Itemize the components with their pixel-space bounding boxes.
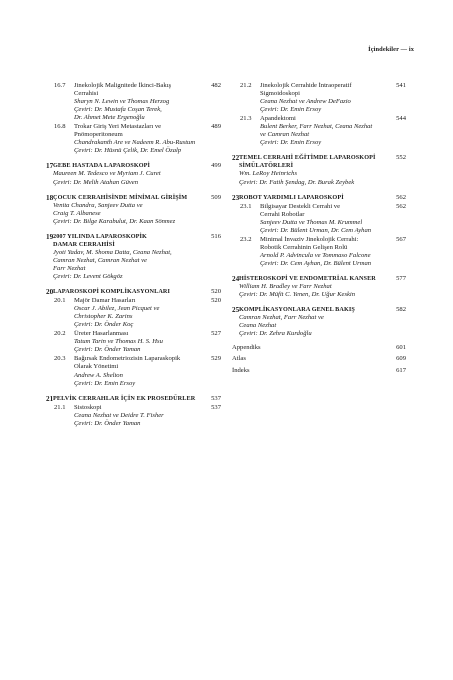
entry-title-row <box>260 115 406 123</box>
page-number: 482 <box>211 82 221 89</box>
chapter-entry[interactable] <box>46 194 221 226</box>
translator-line: Çeviri: Dr. Levent Gökgöz <box>53 272 123 280</box>
translator-line: Çeviri: Dr. Emin Ersoy <box>260 139 322 147</box>
author-line: Venita Chandra, Sanjeev Dutta ve <box>53 201 143 209</box>
author-line: Tatum Tarin ve Thomas H. S. Hsu <box>74 338 163 346</box>
entry-title-row <box>74 297 221 305</box>
entry-title <box>53 162 211 170</box>
entry-title <box>53 194 211 202</box>
entry-title-line: Apandektomi <box>260 115 296 123</box>
entry-title-line: Robotik Cerrahinin Gelişen Rolü <box>260 243 348 251</box>
chapter-number: 22 <box>232 154 240 163</box>
entry-title <box>74 123 211 139</box>
chapter-entry[interactable] <box>46 288 221 296</box>
toc-entries-right <box>232 82 406 338</box>
entry-title-line: DAMAR CERRAHİSİ <box>53 240 115 248</box>
page-number: 562 <box>396 193 406 201</box>
author-line: Wm. LeRoy Heinrichs <box>239 170 298 178</box>
translator-line: Çeviri: Dr. Müfit C. Yenen, Dr. Uğur Keskin <box>239 291 356 299</box>
page-number: 520 <box>211 288 221 296</box>
entry-title <box>53 233 211 249</box>
back-matter-title: Atlas <box>232 355 246 363</box>
entry-title-row <box>53 288 221 296</box>
entry-title-line: Olarak Yönetimi <box>74 363 119 371</box>
translator-line: Çeviri: Dr. Cem Ayhan, Dr. Bülent Urman <box>260 259 372 267</box>
author-line: Sanjeev Dutta ve Thomas M. Krummel <box>260 218 363 226</box>
section-number: 23.2 <box>240 235 252 243</box>
chapter-number: 25 <box>232 306 240 315</box>
entry-title-line: Bilgisayar Destekli Cerrahi ve <box>260 202 341 210</box>
page-number: 499 <box>211 162 221 170</box>
entry-title-line: Cerrahisi <box>74 90 99 98</box>
running-head: İçindekiler — ix <box>368 46 414 53</box>
section-number: 21.2 <box>240 82 252 89</box>
entry-title-line: LAPAROSKOPİ KOMPLİKASYONLARI <box>53 288 170 296</box>
entry-body <box>239 275 406 299</box>
author-line: Oscar J. Abilez, Jean Picquet ve <box>74 305 160 313</box>
translator-line: Çeviri: Dr. Emin Ersoy <box>260 106 322 114</box>
entry-title <box>260 236 396 252</box>
entry-title <box>74 404 211 412</box>
entry-title <box>260 82 396 98</box>
entry-title-line: Sigmoidoskopi <box>260 90 300 98</box>
section-number: 16.8 <box>54 123 66 131</box>
page-number: 567 <box>396 235 406 243</box>
entry-title-line: SİMÜLATÖRLERİ <box>239 162 294 170</box>
author-line: Chandrakanth Are ve Nadeem R. Abu-Rustum <box>74 139 196 147</box>
entry-title <box>239 154 396 170</box>
page-number: 552 <box>396 154 406 162</box>
toc-column-right <box>232 81 406 375</box>
entry-title <box>53 288 211 296</box>
section-entry[interactable] <box>232 203 406 235</box>
entry-body <box>239 194 406 202</box>
section-entry[interactable] <box>232 82 406 114</box>
entry-body <box>53 233 221 281</box>
entry-title-line: Sistoskopi <box>74 403 102 411</box>
entry-body <box>74 330 221 354</box>
entry-title-line: ROBOT YARDIMLI LAPAROSKOPİ <box>239 193 344 201</box>
entry-title <box>74 355 211 371</box>
entry-title-row <box>239 154 406 170</box>
entry-title-line: Pnömoperitoneum <box>74 131 123 139</box>
author-line: Craig T. Albanese <box>53 209 101 217</box>
entry-body <box>53 288 221 296</box>
entry-title-row <box>74 404 221 412</box>
author-line: Jyoti Yadav, M. Shoma Datta, Ceana Nezhat, <box>53 248 172 256</box>
entry-body <box>260 203 406 235</box>
translator-line: Çeviri: Dr. Bülent Urman, Dr. Cem Ayhan <box>260 226 372 234</box>
page-number: 516 <box>211 232 221 240</box>
page-number: 577 <box>396 274 406 282</box>
translator-line: Çeviri: Dr. Hüsnü Çelik, Dr. Emel Özalp <box>74 147 182 155</box>
entry-title-line: Cerrahi Robotlar <box>260 210 305 218</box>
chapter-number: 18 <box>46 193 54 202</box>
entry-title <box>239 306 396 314</box>
translator-line: Çeviri: Dr. Önder Yaman <box>74 346 141 354</box>
entry-title-row <box>260 82 406 98</box>
entry-title-row <box>74 82 221 98</box>
entry-title-line: Minimal İnvaziv Jinekolojik Cerrahi: <box>260 235 359 243</box>
section-number: 21.1 <box>54 403 66 411</box>
entry-title-row <box>74 123 221 139</box>
entry-title-line: TEMEL CERRAHİ EĞİTİMDE LAPAROSKOPİ <box>239 154 376 162</box>
chapter-number: 21 <box>46 394 54 403</box>
entry-title-row <box>53 194 221 202</box>
page-number: 527 <box>211 330 221 338</box>
entry-title <box>260 203 396 219</box>
entry-title-row <box>74 355 221 371</box>
entry-title-line: HİSTEROSKOPİ VE ENDOMETRİAL KANSER <box>239 274 376 282</box>
chapter-entry[interactable] <box>46 233 221 281</box>
back-matter <box>232 344 406 374</box>
entry-title <box>239 275 396 283</box>
section-entry[interactable] <box>46 330 221 354</box>
section-number: 23.1 <box>240 202 252 210</box>
page-number: 541 <box>396 82 406 89</box>
author-line: ve Camran Nezhat <box>260 131 310 139</box>
entry-title-line: 2007 YILINDA LAPAROSKOPİK <box>53 232 147 240</box>
section-entry[interactable] <box>46 355 221 387</box>
entry-body <box>260 82 406 114</box>
author-line: Ceana Nezhat ve Deidre T. Fisher <box>74 411 164 419</box>
entry-title-row <box>53 162 221 170</box>
entry-title-line: Jinekolojik Cerrahide İntraoperatif <box>260 82 352 89</box>
entry-title-row <box>74 330 221 338</box>
entry-title-line: Majör Damar Hasarları <box>74 297 136 305</box>
entry-title <box>74 297 211 305</box>
page-number: 529 <box>211 355 221 363</box>
page-number: 489 <box>211 123 221 131</box>
page-number: 520 <box>211 297 221 305</box>
back-matter-entry[interactable] <box>232 367 406 375</box>
entry-title <box>74 82 211 98</box>
page-number: 544 <box>396 115 406 123</box>
back-matter-entry[interactable] <box>232 344 406 352</box>
translator-line: Çeviri: Dr. Önder Koç <box>74 321 134 329</box>
chapter-number: 23 <box>232 193 240 202</box>
entry-body <box>74 82 221 122</box>
entry-body <box>74 123 221 155</box>
author-line: Dr. Ahmet Mete Ergenoğlu <box>74 114 145 122</box>
back-matter-title: İndeks <box>232 366 250 374</box>
chapter-number: 19 <box>46 232 54 241</box>
author-line: William H. Bradley ve Farr Nezhat <box>239 283 332 291</box>
page-number: 582 <box>396 306 406 314</box>
page-number: 617 <box>396 366 406 374</box>
entry-title-row <box>260 236 406 252</box>
author-line: Christopher K. Zarins <box>74 313 133 321</box>
translator-line: Çeviri: Dr. Zehra Kurdoğlu <box>239 330 312 338</box>
entry-body <box>53 395 221 403</box>
section-entry[interactable] <box>232 236 406 268</box>
translator-line: Çeviri: Dr. Önder Yaman <box>74 419 141 427</box>
entry-body <box>74 297 221 329</box>
page-number: 537 <box>211 403 221 411</box>
chapter-entry[interactable] <box>232 194 406 202</box>
author-line: Farr Nezhat <box>53 264 86 272</box>
chapter-number: 17 <box>46 162 54 171</box>
translator-line: Çeviri: Dr. Melih Atahan Güven <box>53 178 139 186</box>
entry-body <box>53 194 221 226</box>
entry-title-row <box>260 203 406 219</box>
entry-title <box>260 115 396 123</box>
author-line: Ceana Nezhat ve Andrew DeFazio <box>260 98 351 106</box>
author-line: Ceana Nezhat <box>239 322 277 330</box>
section-number: 16.7 <box>54 82 66 89</box>
author-line: Bulent Berker, Farr Nezhat, Ceana Nezhat <box>260 123 373 131</box>
entry-title-line: GEBE HASTADA LAPAROSKOPİ <box>53 162 151 170</box>
entry-title-row <box>53 233 221 249</box>
entry-title-row <box>239 306 406 314</box>
page-number: 562 <box>396 202 406 210</box>
entry-body <box>53 162 221 186</box>
translator-line: Çeviri: Dr. Emin Ersoy <box>74 379 136 387</box>
entry-body <box>74 404 221 428</box>
entry-title-line: Bağırsak Endometriozisin Laparaskopik <box>74 355 181 363</box>
chapter-number: 24 <box>232 274 240 283</box>
entry-title-row <box>239 194 406 202</box>
entry-title-line: Jinekolojik Malignitede İkinci-Bakış <box>74 82 172 89</box>
section-entry[interactable] <box>46 404 221 428</box>
entry-title-line: Üreter Hasarlanması <box>74 330 129 338</box>
author-line: Andrew A. Shelton <box>74 371 123 379</box>
entry-title-row <box>53 395 221 403</box>
entry-body <box>239 306 406 338</box>
chapter-entry[interactable] <box>46 162 221 186</box>
translator-line: Çeviri: Dr. Mustafa Coşan Terek, <box>74 106 162 114</box>
entry-body <box>239 154 406 186</box>
author-line: Maureen M. Tedesco ve Myriam J. Curet <box>53 170 161 178</box>
toc-column-left <box>46 81 221 428</box>
entry-body <box>260 115 406 147</box>
translator-line: Çeviri: Dr. Bilge Karabulut, Dr. Kaan Sönmez <box>53 217 176 225</box>
chapter-number: 20 <box>46 288 54 297</box>
back-matter-entry[interactable] <box>232 355 406 363</box>
entry-title <box>74 330 211 338</box>
chapter-entry[interactable] <box>46 395 221 403</box>
chapter-entry[interactable] <box>232 275 406 299</box>
section-entry[interactable] <box>46 297 221 329</box>
chapter-entry[interactable] <box>232 306 406 338</box>
entry-title <box>53 395 211 403</box>
chapter-entry[interactable] <box>232 154 406 186</box>
back-matter-title: Appendiks <box>232 344 261 352</box>
entry-title-line: Trokar Giriş Yeri Metastazları ve <box>74 123 162 131</box>
entry-title-line: ÇOCUK CERRAHİSİNDE MİNİMAL GİRİŞİM <box>53 193 188 201</box>
page-number: 509 <box>211 193 221 201</box>
section-entry[interactable] <box>232 115 406 147</box>
author-line: Sharyn N. Lewin ve Thomas Herzog <box>74 98 170 106</box>
section-entry[interactable] <box>46 82 221 122</box>
entry-title-line: KOMPLİKASYONLARA GENEL BAKIŞ <box>239 306 355 314</box>
section-number: 20.3 <box>54 355 66 363</box>
entry-body <box>260 236 406 268</box>
section-number: 20.1 <box>54 297 66 305</box>
entry-body <box>74 355 221 387</box>
page-number: 601 <box>396 344 406 352</box>
section-number: 21.3 <box>240 115 252 123</box>
author-line: Arnold P. Advincula ve Tommaso Falcone <box>260 251 371 259</box>
translator-line: Çeviri: Dr. Fatih Şendag, Dr. Burak Zeybek <box>239 178 355 186</box>
section-number: 20.2 <box>54 330 66 338</box>
entry-title-line: PELVİK CERRAHLAR İÇİN EK PROSEDÜRLER <box>53 394 196 402</box>
page-number: 609 <box>396 355 406 363</box>
page-number: 537 <box>211 394 221 402</box>
author-line: Camran Nezhat, Camran Nezhat ve <box>53 256 147 264</box>
entry-title-row <box>239 275 406 283</box>
author-line: Camran Nezhat, Farr Nezhat ve <box>239 314 324 322</box>
entry-title <box>239 194 396 202</box>
section-entry[interactable] <box>46 123 221 155</box>
